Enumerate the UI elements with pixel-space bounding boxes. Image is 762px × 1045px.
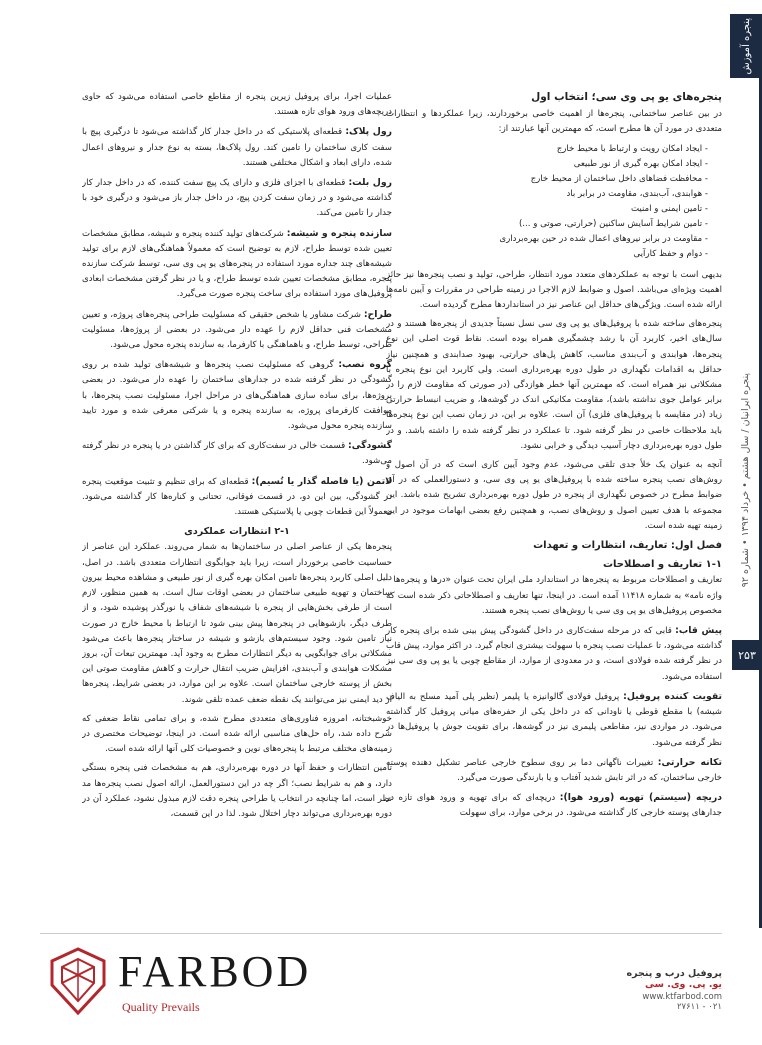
definition-term: تقویت کننده پروفیل: (623, 690, 722, 702)
definition (82, 474, 392, 521)
section-tab (730, 14, 762, 78)
chapter-heading: فصل اول: تعاریف، انتظارات و تعهدات (533, 540, 722, 552)
list-item: - هوابندی، آب‌بندی، مقاومت در برابر باد (386, 187, 708, 202)
intro-paragraph: در بین عناصر ساختمانی، پنجره‌ها از اهمیت خاصی برخوردارند، زیرا عملکردها و انتظارات متعددی در مورد آن ها مطرح است، که مهمترین آنها عبارتند از: (386, 109, 722, 135)
list-item: - تامین شرایط آسایش ساکنین (حرارتی، صوتی و ...) (386, 217, 708, 232)
definition-term: دریچه (سیستم) تهویه (ورود هوا): (559, 792, 722, 804)
definition-term: سازنده پنجره و شیشه: (286, 227, 392, 239)
article-title: پنجره‌های یو پی وی سی؛ انتخاب اول (531, 91, 722, 103)
list-item: - محافظت فضاهای داخل ساختمان از محیط خارج (386, 172, 708, 187)
definition-term: طراح: (363, 308, 392, 320)
footer-divider (40, 933, 722, 934)
paragraph: پنجره‌های ساخته شده با پروفیل‌های یو پی وی سی نسل نسبتاً جدیدی از پنجره‌ها هستند و در سال‌های اخیر، کاربرد آن با رشد چشمگیری همراه بوده است. نقاط قوت اصلی این نوع پنجره‌ها، هوابندی و آب‌بندی مناسب، کاهش پل‌های حرارتی، بهبود صدابندی و همچنین نیاز حداقل به اقدامات نگهداری در طول دوره بهره‌برداری است. ولی کاربرد این نوع پنجره با مشکلاتی نیز همراه است. که مهمترین آنها خطر هوازدگی (در صورتی که مقاومت لازم را در برابر عوامل جوی نداشته باشد)، مقاومت مکانیکی اندک در گوشه‌ها، و ضریب انبساط حرارتی زیاد (در مقایسه با پروفیل‌های فلزی) آن است. علاوه بر این، در زمان نصب این نوع پنجره‌ها باید ملاحظات خاصی در نظر گرفته شود. تا عملکرد در نظر گرفته شده را داشته باشد. و در طول دوره بهره‌برداری دچار آسیب دیدگی و خرابی نشود. (386, 319, 722, 451)
definition-text: قسمت خالی در سفت‌کاری که برای کار گذاشتن در یا پنجره در نظر گرفته می‌شود. (82, 441, 392, 467)
list-item: - مقاومت در برابر نیروهای اعمال شده در حین بهره‌برداری (386, 232, 708, 247)
contact-block (572, 968, 722, 1012)
definition (386, 790, 722, 821)
definition-term: رول بلت: (348, 177, 392, 189)
section-heading: ۱-۱ تعاریف و اصطلاحات (602, 559, 722, 571)
definition (82, 175, 392, 222)
definition-term: گشودگی: (348, 440, 392, 452)
left-column (82, 90, 392, 913)
definition-text: گروهی که مسئولیت نصب پنجره‌ها و شیشه‌های تولید شده بر روی گشودگی در نظر گرفته شده در جدارهای ساختمان را عهده دار می‌شود. در بعضی پروژه‌ها، برای ساده سازی هماهنگی‌های در مراحل اجرا، مسئولیت نصب پنجره‌ها، با موافقت کارفرمای پروژه، به سازنده پنجره و یا شرکتی معرفی شده و مورد تایید سازنده پنجره محول می‌شود. (82, 360, 392, 432)
paragraph: عملیات اجرا، برای پروفیل زیرین پنجره از مقاطع خاصی استفاده می‌شود که حاوی دریچه‌های ورود هوای تازه هستند. (82, 92, 392, 118)
paragraph: بدیهی است با توجه به عملکردهای متعدد مورد انتظار، طراحی، تولید و نصب پنجره‌ها نیز حائز اهمیت ویژه‌ای می‌باشد. اصول و ضوابط لازم الاجرا در زمینه طراحی در مقررات و آیین نامه‌ها ارائه شده است. ویژگی‌های حداقل این عناصر نیز در استانداردها مطرح گردیده است. (386, 269, 722, 311)
right-column (386, 90, 722, 913)
definition-text: دریچه‌ای که برای تهویه و ورود هوای تازه در جدارهای پوسته خارجی کار گذاشته می‌شود. در برخی موارد، برای سهولت (386, 793, 722, 819)
definition-term: لاتمن (یا فاصله گذار یا تُسیم): (251, 475, 392, 487)
issue-info-text: پنجره ایرانیان / سال هشتم • خرداد ۱۳۹۴ • شماره ۹۲ (739, 372, 751, 588)
definition-text: تغییرات ناگهانی دما بر روی سطوح خارجی عناصر تشکیل دهنده پوسته خارجی ساختمان، که در اثر تابش شدید آفتاب و یا بارندگی صورت می‌گیرد. (386, 757, 722, 783)
definition (82, 438, 392, 469)
paragraph: آنچه به عنوان یک خلأ جدی تلقی می‌شود، عدم وجود آیین کاری است که در آن اصول و روش‌های نصب پنجره ساخته شده با پروفیل‌های یو پی وی سی، و دستورالعملی که در آن ضوابط مطرح در خصوص نگهداری از پنجره در طول دوره بهره‌برداری تشریح شده باشد. این مجموعه با هدف تعیین اصول و روش‌های نصب، و همچنین رفع بعضی ابهامات موجود در این زمینه تهیه شده است. (386, 460, 722, 531)
definition-term: پیش قاب: (675, 625, 722, 637)
paragraph: تعاریف و اصطلاحات مربوط به پنجره‌ها در استاندارد ملی ایران تحت عنوان «درها و پنجره‌ها – واژه نامه» به شماره ۱۱۴۱۸ آمده است. در اینجا، تنها تعاریف و اصطلاحاتی ذکر شده است که مخصوص پروفیل‌های یو پی وی سی یا روش‌های نصب پنجره هستند. (386, 575, 722, 616)
definition (386, 623, 722, 685)
farbod-logo-icon (48, 945, 108, 1017)
brand-tagline: Quality Prevails (122, 1000, 200, 1014)
page-number: ۲۵۳ (732, 640, 762, 670)
definition-term: تکانه حرارتی: (657, 756, 722, 768)
definition (82, 357, 392, 434)
definition (386, 689, 722, 751)
list-item: - دوام و حفظ کارآیی (386, 247, 708, 262)
definition-text: قابی که در مرحله سفت‌کاری در داخل گشودگی پیش بینی شده برای پنجره کار گذاشته می‌شود، تا عملیات نصب پنجره با سهولت بیشتری انجام گیرد. در اکثر موارد، پیش قاب در نظر گرفته شده فولادی است، و در معدودی از موارد، از مقاطع چوبی یا یو پی وی سی نیز استفاده می‌شود. (386, 626, 722, 682)
list-item: - تامین ایمنی و امنیت (386, 202, 708, 217)
phone-number: ۰۲۱ - ۲۷۶۱۱ (676, 1002, 722, 1012)
definition-text: شرکت مشاور یا شخص حقیقی که مسئولیت طراحی پنجره‌های پروژه، و تعیین مشخصات فنی حداقل لازم را عهده دار می‌شود. در بعضی از پروژه‌ها، مسئولیت طراحی، توسط طراح، و باهماهنگی با کارفرما، به سازنده پنجره محول می‌شود. (82, 309, 392, 351)
definition (82, 124, 392, 171)
issue-info (734, 300, 756, 660)
list-item: - ایجاد امکان بهره گیری از نور طبیعی (386, 157, 708, 172)
section-tab-label: پنجره آموزش (740, 17, 752, 75)
definition (386, 755, 722, 786)
contact-subtitle: یو. پی. وی. سی (644, 979, 722, 990)
contact-title: پروفیل درب و پنجره (626, 968, 722, 979)
definition-text: قطعه‌ای که برای تنظیم و تثبیت موقعیت پنجره در گشودگی، بین این دو، در قسمت فوقانی، تحتانی و کناره‌ها کار گذاشته می‌شود. معمولاً این قطعات چوبی یا پلاستیکی هستند. (82, 476, 392, 518)
definition-text: شرکت‌های تولید کننده پنجره و شیشه، مطابق مشخصات تعیین شده توسط طراح، لازم به توضیح است که معمولاً هماهنگی‌های لازم برای تولید شیشه‌های چند جداره مورد استفاده در پنجره‌های یو پی وی سی، توسط شرکت سازنده پنجره، مطابق مشخصات تعیین شده توسط طراح، و یا در نظر گرفتن مشخصات ابعادی پروفیل‌های مورد استفاده برای ساخت پنجره صورت می‌گیرد. (82, 228, 392, 300)
definition-text: قطعه‌ای با اجزای فلزی و دارای یک پیچ سفت کننده، که در داخل جدار کار گذاشته می‌شود و در زمان سفت کردن پیچ، در داخل جدار باز می‌شود و درگیری خود با جدار را تامین می‌کند. (82, 178, 392, 219)
website-link[interactable]: www.ktfarbod.com (642, 992, 722, 1002)
definition (82, 226, 392, 303)
list-item: - ایجاد امکان رویت و ارتباط با محیط خارج (386, 142, 708, 157)
definition-text: قطعه‌ای پلاستیکی که در داخل جدار کار گذاشته می‌شود تا درگیری پیچ با سفت کاری ساختمان را تامین کند. رول پلاک‌ها، بسته به نوع جدار و نیروهای اعمال شده، دارای ابعاد و اشکال مختلفی هستند. (82, 127, 392, 168)
paragraph: پنجره‌ها یکی از عناصر اصلی در ساختمان‌ها به شمار می‌روند. عملکرد این عناصر از حساسیت خاصی برخوردار است، زیرا باید جوابگوی انتظارات متعددی باشد. در اصل، دلیل اصلی کاربرد پنجره‌ها تامین امکان بهره گیری از نور طبیعی و مشاهده محیط بیرون ساختمان و تهویه طبیعی ساختمان در بعضی اوقات سال است. به همین منظور، لازم است از طرفی بخش‌هایی از پنجره با شیشه‌های شفاف یا نورگذر پوشیده شود، و از طرف دیگر، بازشوهایی در پنجره‌ها پیش بینی شود تا ارتباط با محیط خارج در صورت نیاز تامین شود. وجود سیستم‌های بازشو و شیشه در ساختار پنجره‌ها باعث می‌شود مشکلاتی برای جوابگویی به دیگر انتظارات مطرح به وجود آید. مهمترین تبعات آن، بروز مشکلات هوابندی و آب‌بندی، افزایش ضریب انتقال حرارت و کاهش مقاومت صوتی این بخش از پوسته خارجی ساختمان است. علاوه بر این موارد، در بعضی شرایط، پنجره‌ها از دید ایمنی نیز می‌توانند یک نقطه ضعف عمده تلقی شوند. (82, 542, 392, 705)
definition-text: پروفیل فولادی گالوانیزه یا پلیمر (نظیر پلی آمید مسلح به الیاف شیشه) با مقطع قوطی یا ناودانی که در داخل یکی از حفره‌های میانی پروفیل کار گذاشته می‌شود. در مواردی نیز، مقاطعی پلیمری نیز در گوشه‌ها، برای تقویت جوش یا پروفیل‌ها در نظر گرفته می‌شود. (386, 691, 722, 748)
paragraph: خوشبختانه، امروزه فناوری‌های متعددی مطرح شده، و برای تمامی نقاط ضعفی که شرح داده شد، راه حل‌های مناسبی ارائه شده است. در اینجا، توضیحات مختصری در زمینه‌های مختلف مرتبط با پنجره‌های نوین و خصوصیات کلی آنها ارائه شده است. (82, 713, 392, 755)
section-heading: ۲-۱ انتظارات عملکردی (184, 526, 290, 538)
definition-term: گروه نصب: (338, 359, 392, 371)
definition (82, 307, 392, 354)
brand-name: FARBOD (118, 947, 312, 996)
expectations-list (386, 142, 722, 262)
paragraph: تامین انتظارات و حفظ آنها در دوره بهره‌برداری، هم به مشخصات فنی پنجره بستگی دارد، و هم به شرایط نصب؛ اگر چه در این دستورالعمل، ارائه اصول نصب پنجره‌ها مد نظر است، اما چنانچه در انتخاب یا طراحی پنجره دقت لازم مبذول نشود، عملکرد آن در دوره بهره‌برداری می‌تواند دچار اختلال شود. لذا در این قسمت، (82, 763, 392, 819)
definition-term: رول پلاک: (345, 126, 392, 138)
